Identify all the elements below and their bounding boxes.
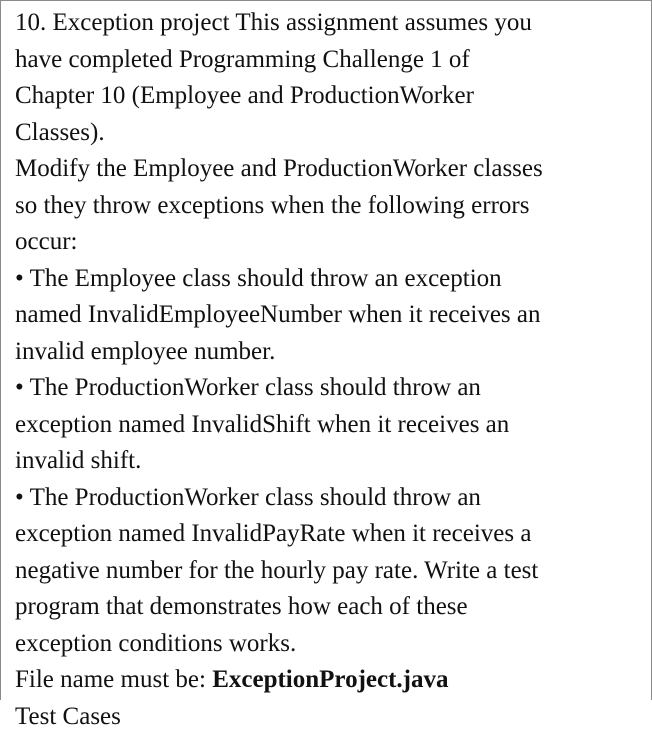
bullet-1-symbol: •: [15, 265, 24, 292]
intro-line-1: 10. Exception project This assignment assumes you: [15, 5, 643, 42]
bullet-2-symbol: •: [15, 374, 24, 401]
intro-line-2: have completed Programming Challenge 1 of: [15, 42, 643, 79]
bullet-1-text-1: The Employee class should throw an exception: [24, 265, 502, 292]
file-name-line: [15, 662, 643, 699]
bullet-1-line-2: named InvalidEmployeeNumber when it receives an: [15, 297, 643, 334]
file-name-value: ExceptionProject.java: [212, 666, 448, 693]
bullet-3-line-3: negative number for the hourly pay rate. Write a test: [15, 553, 643, 590]
modify-line-3: occur:: [15, 224, 643, 261]
bullet-3-line-5: exception conditions works.: [15, 626, 643, 663]
bullet-3-line-1: [15, 480, 643, 517]
bullet-3-text-1: The ProductionWorker class should throw an: [24, 484, 481, 511]
bullet-3-symbol: •: [15, 484, 24, 511]
intro-line-4: Classes).: [15, 115, 643, 152]
bullet-1-line-3: invalid employee number.: [15, 334, 643, 371]
modify-line-1: Modify the Employee and ProductionWorker classes: [15, 151, 643, 188]
bullet-3-line-4: program that demonstrates how each of these: [15, 589, 643, 626]
modify-line-2: so they throw exceptions when the following errors: [15, 188, 643, 225]
bullet-2-text-1: The ProductionWorker class should throw an: [24, 374, 481, 401]
cut-off-line: Test Cases: [15, 699, 643, 735]
file-name-label: File name must be:: [15, 666, 212, 693]
bullet-3-line-2: exception named InvalidPayRate when it receives a: [15, 516, 643, 553]
bullet-1-line-1: [15, 261, 643, 298]
bullet-2-line-3: invalid shift.: [15, 443, 643, 480]
intro-line-3: Chapter 10 (Employee and ProductionWorker: [15, 78, 643, 115]
bullet-2-line-2: exception named InvalidShift when it receives an: [15, 407, 643, 444]
bullet-2-line-1: [15, 370, 643, 407]
